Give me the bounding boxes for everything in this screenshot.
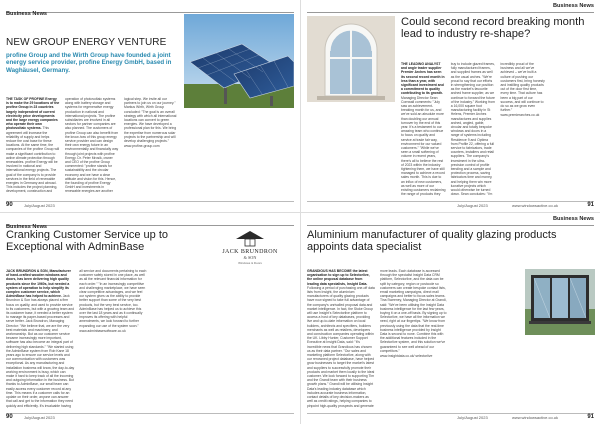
issue-date: July/August 2023	[24, 203, 55, 208]
headline: NEW GROUP ENERGY VENTURE	[6, 37, 167, 48]
headline: Could second record breaking month lead to industry re-shape?	[401, 16, 585, 41]
page-number: 90	[6, 414, 13, 420]
lead-paragraph: THE TASK OF PROFINE Energy is to make the 29 locations of the profine Group in 23 countries largely independent of current electricity price developments and the large energy companies who operate their own photovoltaic systems.	[6, 97, 60, 131]
article-url[interactable]: www.insightdata.co.uk/ selectorlive	[380, 354, 433, 359]
section-label: Business News	[6, 224, 48, 230]
article-url[interactable]: www.profine-group.com	[124, 144, 160, 149]
page-number: 91	[587, 202, 594, 208]
page-footer	[307, 413, 594, 421]
running-header	[6, 215, 294, 230]
page-record-month	[300, 0, 600, 212]
headline: Aluminium manufacturer of quality glazing products appoints data specialist	[307, 229, 557, 253]
body-text: Following a period of purchasing one-off data lists from Insight, the aluminium manufacturers of quality glazing products have now signed to take full advantage of the company's unrivalled proposal data and market intelligence. In fact, the Stoke Group will use Insight's Selectorlive platform to access a host of key databases, providing live and up-to-date information on local builders, architects and specifiers, builders merchants as well as retailers, developers and construction companies operating within the UK. Libby Hunter, Customer Support Executive at Insight Data, said: "It's incredible news that Grandious has chosen us as their data partner. "Our sales and marketing platform Selectorlive, along with our renowned project database, have helped grow businesses to target the market's latest and suppliers to successfully promote their products and market them locally to the ideal customer. We look forward to supporting Tim and the Grandi team with their business growth plans." Grandi will be utilising Insight Data's leading industry database which includes accurate business information, contact details of key decision-makers as well as credit ratings, helping companies to pinpoint high-quality prospects and generate more leads. Each database is accessed through the specialist Insight Data CRM platform, Selectorlive, and the data can be split by category, region or postcode so customers can create bespoke contact lists, email marketing campaigns, direct mail campaigns and better to focus sales teams. Tina Sweeney, Managing Director at Grandi, said: "We've been utilising the Insight Data business intelligence for the last few years, buying it on a one-off basis. By signing up to Selectorlive, we have all the information we need, right at our fingertips. "We know from previously using the data that the real-time business intelligence provided by Insight Data is second to none. Combine this with the additional features included in the Selectorlive system, and this solution we've guaranteed to see well ahead of our competitors."	[307, 269, 447, 408]
article-url[interactable]: www.premierarches.co.uk	[500, 113, 540, 118]
running-header	[307, 2, 594, 13]
page-number: 90	[6, 202, 13, 208]
article-body	[6, 269, 294, 411]
issue-date: July/August 2023	[457, 415, 488, 420]
lead-paragraph: GRANDIOUS HAS BECOME the latest organisation to sign up to Selectorlive, the online proposal database from leading data specialists, Insight Data.	[307, 269, 370, 286]
lead-paragraph: THE LEADING ANALYST and angle trader supplier Premier Arches has seen its second record month in less than a year, with significant investment and a commitment to quality contributing to its growth.	[401, 62, 445, 96]
body-text: Managing Director Sean Cornwall comments: "July saw an achievement-breaking month for us, and we've sold an absolute more than doubling our annual turnover by the end of this year. It's a testament to our amazing team who continue to focus on quality and service at trade fair way, environment for our valued customers." "While we've seen a small softening of volume in recent years, there's all to believe the rest of 2023 within the industry tightening them, we have still managed to achieve a record sales month. This is due to an influx of new customers, as well as more of our existing customers reclaiming the range of products they buy to include glazed frames, fully manufactured frames, and supplied frames as well as the usual arches. "We're proud to say that our efforts in strengthening our position as the market's favourite arched frame supplier, as we continue to forward the future of the industry." Working from a 16,000 square foot manufacturing facility in St Helens, Premier Arches manufactures and supplies arched, angled, gable, circular and totally bespoke windows and doors in a range of systems including Residence 9 and Optima from Profile 22, offering a full service to fabricators, trade counters, installers and retail suppliers. The company's investment in the ultra-precision control of profile bending and a sample and protection process, saving fabricators time and money, and helping them win more lucrative projects which would otherwise be turned down. Sean concludes: "I'm incredibly proud of the business and all we've achieved – we've built a culture of pushing our customers first, bring honesty and instilling quality products out of the door first time, every time. That culture has been a big part of our success, and will continue to do so as we grow even further."	[401, 62, 545, 197]
article-body-left	[307, 106, 395, 200]
solar-panels-image	[184, 14, 294, 108]
page-footer	[307, 201, 594, 209]
page-energy-venture	[0, 0, 300, 212]
body-text: This agreement will increase the reliability of supply and helps reduce the cost base for these locations. At the same time, the companies of the profine Group will make a significant contribution to active climate protection through renewables. profine Energy will be involved in national and international energy projects. The goal of the company is to provide services in the field of renewable energies in Germany and abroad. This includes the project planning, development, construction and operation of photovoltaic systems along with battery storage and systems for regenerative energy production in national and international projects. The profine subsidiaries are involved in all sectors for partner companies are also planned. The customers of profine Group can also benefit from the know-how of this group energy service provider and can design their own energy future in an environmentally and financially way through joint projects with profine Energy. Dr. Peter Mrosik, owner and CEO of the profine Group commented: "profine stands for sustainability and the circular economy and we have a clear attitude and vision for this. Hence, the founding of profine Energy GmbH and investments in renewable energies are another logical step. We invite all our partners to join us on our journey." Markus Wirth, Wirth Group concluded: "The goal is an overall strategy with which all international locations can convert to green energies. We have developed a professional plan for this. We bring the expertise from numerous solar projects to the partnership and will develop challenging projects."	[6, 97, 177, 194]
arched-window-image	[307, 16, 395, 102]
article-body-continued	[184, 112, 294, 197]
running-header	[6, 2, 294, 17]
glazing-image	[525, 269, 595, 335]
section-label: Business News	[6, 11, 48, 17]
body-text: Jack Brundron & Son has always placed a firm focus on quality, and used to provide service to its customers, but with a growing team and its customer base, it needed a better system to manage its paper-based processes and serve better. Jack Brundron, Managing Director: "We believe that, we are the very best materials and machinery, and workmanship. But as our customer service became increasingly more important, software has also become an integral part of delivering high standards." "We started using the AdminBase system from Rob Kane 18 years ago to ensure our service levels and our communication with customers was exceptional. As any manufacturing and installation business will know, the day-to-day working environment is busy, which can make it hard to keep track of all the incoming and outgoing information in the business. But thanks to AdminBase, our small team can easily access every customer record at any time. This means if a customer calls for an update on their order, anyone can answer that call and get to the information they need quickly and efficiently. It's invaluable having all service and documents pertaining to each customer safely stored in one place, as well as all the relevant financial information for each order." "In an increasingly competitive and challenging marketplace, we have seen clear competitive advantages, and we feel our system gives us the ability to provide better support than some of the very best products, but the very best service, too. AdminBase has helped us to achieve this over the last 18 years and as it continually improves its offering with helpful amendments, we look forward to further expanding our use of the system soon."	[6, 269, 147, 408]
site-url[interactable]: www.windowsactive.co.uk	[512, 415, 559, 420]
article-body	[307, 269, 521, 411]
headline: Cranking Customer Service up to Exceptional with AdminBase	[6, 229, 169, 253]
issue-date: July/August 2023	[457, 203, 488, 208]
section-label: Business News	[552, 216, 594, 222]
glazing-photo	[525, 269, 595, 335]
lead-paragraph: JACK BRUNDRON & SON, Manufacturer of hand-crafted wooden windows and doors, has been delivering high quality products since the 1960s, but needed a system of operation to help simplify its complex customer service, which AdminBase has helped to achieve.	[6, 269, 71, 299]
logo-name: JACK BRUNDRON	[222, 249, 278, 255]
section-label: Business News	[552, 3, 594, 9]
page-grandi	[300, 212, 600, 424]
logo-subname: & SON	[243, 255, 257, 260]
site-url[interactable]: www.windowsactive.co.uk	[512, 203, 559, 208]
issue-date: July/August 2023	[24, 415, 55, 420]
brundron-logo-mark	[206, 228, 294, 266]
standfirst: profine Group and the Wirth Group have founded a joint energy service provider, profine Energy GmbH, based in Waghäusel, Germany.	[6, 52, 172, 74]
arched-window-photo	[307, 16, 395, 102]
page-adminbase	[0, 212, 300, 424]
logo-tagline: Windows & Doors	[238, 261, 262, 265]
article-body	[401, 62, 595, 200]
article-url[interactable]: www.adminbasesoftware.co.uk	[79, 328, 126, 333]
page-footer	[6, 201, 294, 209]
page-footer	[6, 413, 294, 421]
running-header	[307, 215, 594, 226]
brundron-logo	[206, 228, 294, 266]
page-number: 91	[587, 414, 594, 420]
solar-panels-photo	[184, 14, 294, 108]
article-body	[6, 97, 178, 197]
